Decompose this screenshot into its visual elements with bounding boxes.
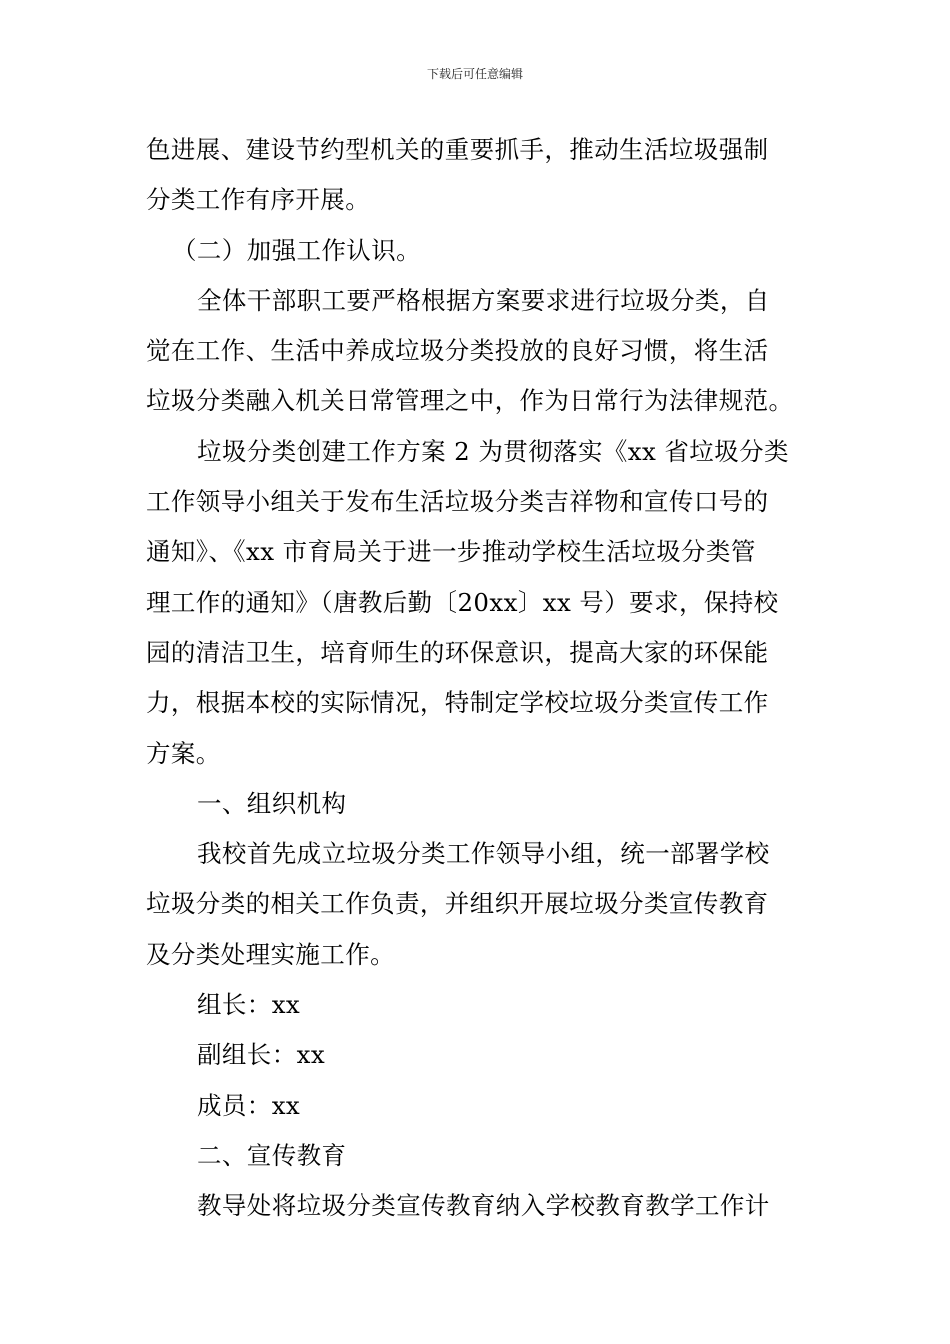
section-heading: （二）加强工作认识。 xyxy=(172,235,421,265)
text-line: 色进展、建设节约型机关的重要抓手，推动生活垃圾强制 xyxy=(146,135,769,164)
paragraph-start: 垃圾分类创建工作方案 2 为贯彻落实《xx 省垃圾分类 xyxy=(197,436,789,466)
member-line: 组长：xx xyxy=(197,990,301,1020)
text-line: 垃圾分类的相关工作负责，并组织开展垃圾分类宣传教育 xyxy=(146,889,769,919)
member-line: 副组长：xx xyxy=(197,1040,326,1070)
text-line: 分类工作有序开展。 xyxy=(146,185,371,215)
paragraph-start: 我校首先成立垃圾分类工作领导小组，统一部署学校 xyxy=(197,839,770,869)
text-line: 工作领导小组关于发布生活垃圾分类吉祥物和宣传口号的 xyxy=(146,487,769,517)
text-line: 垃圾分类融入机关日常管理之中，作为日常行为法律规范。 xyxy=(146,386,794,416)
text-line: 通知》、《xx 市育局关于进一步推动学校生活垃圾分类管 xyxy=(146,537,756,567)
paragraph-start: 全体干部职工要严格根据方案要求进行垃圾分类，自 xyxy=(197,285,770,315)
member-line: 成员：xx xyxy=(197,1090,301,1120)
page-header: 下载后可任意编辑 xyxy=(426,67,523,81)
text-line: 及分类处理实施工作。 xyxy=(146,939,395,969)
document-body xyxy=(146,125,806,1232)
section-heading: 一、组织机构 xyxy=(197,788,347,818)
text-line: 觉在工作、生活中养成垃圾分类投放的良好习惯，将生活 xyxy=(146,336,769,366)
text-line: 理工作的通知》（唐教后勤〔20xx〕xx 号）要求，保持校 xyxy=(146,587,779,617)
text-line: 力，根据本校的实际情况，特制定学校垃圾分类宣传工作 xyxy=(146,688,769,718)
section-heading: 二、宣传教育 xyxy=(197,1140,347,1170)
paragraph-start: 教导处将垃圾分类宣传教育纳入学校教育教学工作计 xyxy=(197,1191,770,1221)
text-line: 园的清洁卫生，培育师生的环保意识，提高大家的环保能 xyxy=(146,637,769,667)
text-line: 方案。 xyxy=(146,738,221,768)
